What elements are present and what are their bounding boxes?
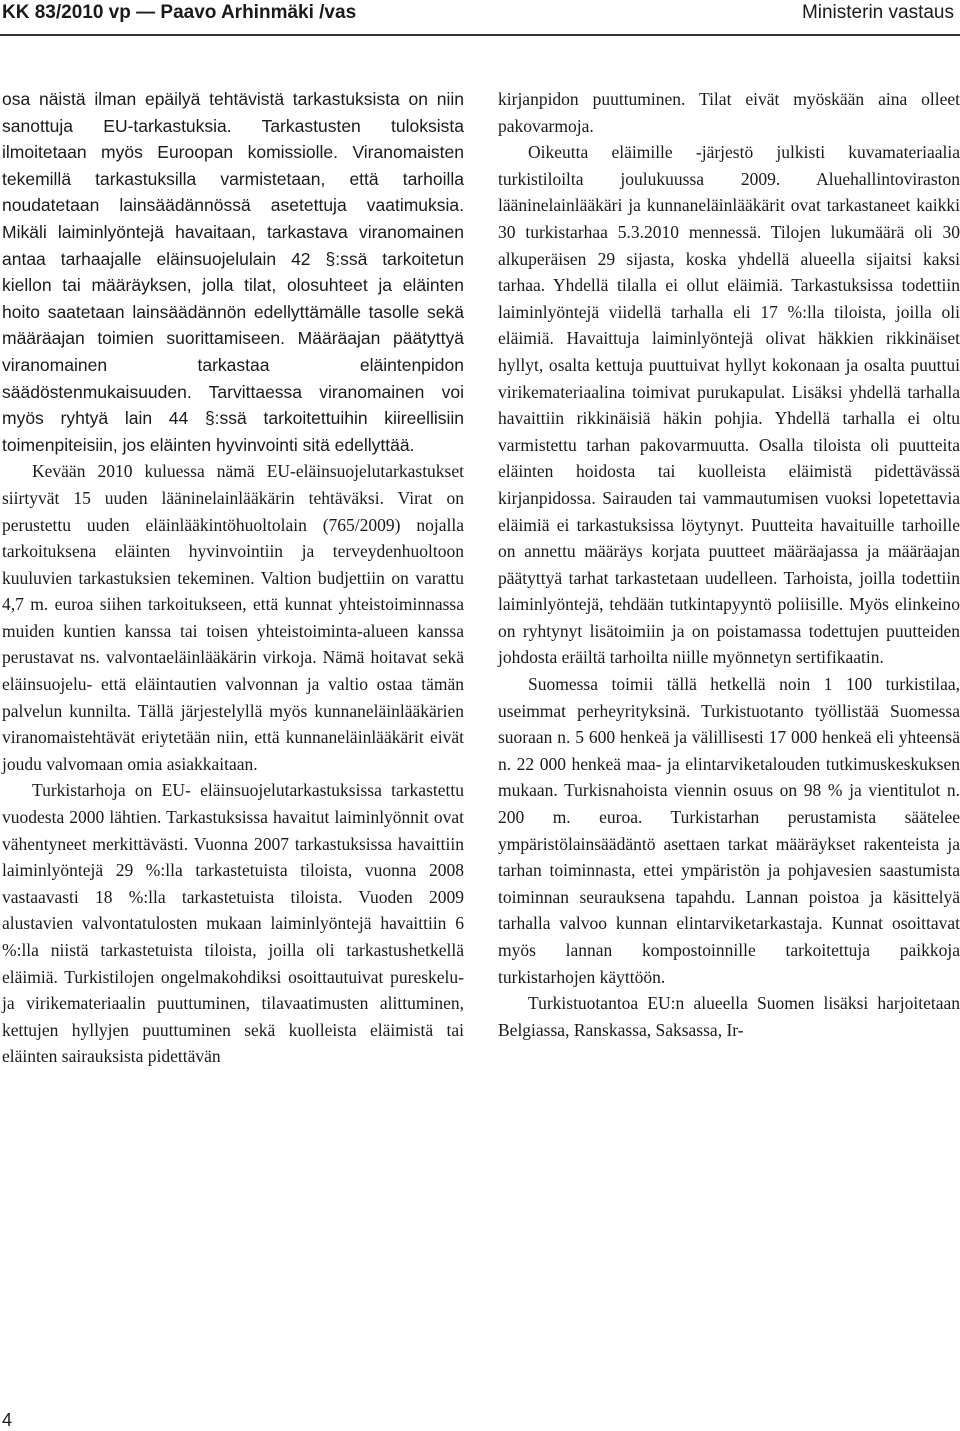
- right-paragraph-3: Suomessa toimii tällä hetkellä noin 1 100 turkistilaa, useimmat perheyrityksinä. Turkistuotanto työllistää Suomessa suoraan n. 5 600 henkeä ja välillisesti 17 000 henkeä eli yhteensä n. 22 000 henkeä maa- ja elintarviketalouden tutkimuskeskuksen mukaan. Turkisnahoista viennin osuus on 98 % ja vientitulot n. 200 m. euroa. Turkistarhan perustamista säätelee ympäristölainsäädäntö asettaen tarkat määräykset rakenteista ja tarhan toiminnasta, ettei ympäristön ja pohjavesien saastumista toiminnan seurauksena tapahdu. Lannan poistoa ja käsittelyä tarhalla valvoo kunnan elintarviketarkastaja. Kunnat osoittavat myös lannan kompostoinnille tarkoitettuja paikkoja turkistarhojen käyttöön.: [498, 674, 960, 987]
- right-paragraph-4: Turkistuotantoa EU:n alueella Suomen lisäksi harjoitetaan Belgiassa, Ranskassa, Saksassa, Ir-: [498, 993, 960, 1040]
- page-header: [0, 0, 960, 30]
- page-number: 4: [2, 1410, 13, 1430]
- right-paragraph-2: Oikeutta eläimille -järjestö julkisti kuvamateriaalia turkistiloilta joulukuussa 2009. Aluehallintoviraston lääninelainlääkäri ja kunnaneläinlääkärit ovat tarkastaneet kaikki 30 turkistarhaa 5.3.2010 mennessä. Tilojen lukumäärä oli 30 alkuperäisen 29 sijasta, koska yhdellä alueella sijaitsi kaksi tarhaa. Yhdellä tilalla ei ollut eläimiä. Tarkastuksissa todettiin laiminlyöntejä viidellä tarhalla eli 17 %:lla tiloista, joilla oli eläimiä. Havaittuja laiminlyöntejä olivat häkkien rikkinäiset hyllyt, osalta kettuja puuttuivat hyllyt kokonaan ja osalta puuttui virikemateriaalina toimivat purukapulat. Lisäksi yhdellä tarhalla havaittiin rikkinäisiä häkin pohjia. Yhdellä tarhalla ei oltu varmistettu tarhan pakovarmuutta. Osalla tiloista oli puutteita eläinten hoidosta tai kuolleista eläimistä pidettävässä kirjanpidossa. Sairauden tai vammautumisen vuoksi lopetettavia eläimiä ei tarkastuksissa löytynyt. Puutteita havaituille tarhoille on annettu määräys korjata puutteet määräajassa ja määräajan päätyttyä tarhat tarkastetaan uudelleen. Tarhoista, joilla todettiin laiminlyöntejä, tehdään tutkintapyyntö poliisille. Myös elinkeino on ryhtynyt lisätoimiin ja on poistamassa todettujen puutteiden johdosta eräiltä tarhoilta niille myönnetyn sertifikaatin.: [498, 142, 960, 668]
- right-paragraph-1: kirjanpidon puuttuminen. Tilat eivät myöskään aina olleet pakovarmoja.: [498, 89, 960, 136]
- section-title: Ministerin vastaus: [801, 2, 954, 23]
- header-rule: [0, 34, 960, 36]
- left-paragraph-2: Kevään 2010 kuluessa nämä EU-eläinsuojelutarkastukset siirtyvät 15 uuden lääninelainlääkärin tehtäväksi. Virat on perustettu uuden eläinlääkintöhuoltolain (765/2009) nojalla tarkoituksena eläinten hyvinvointiin ja terveydenhuoltoon kuuluvien tarkastuksien tekeminen. Valtion budjettiin on varattu 4,7 m. euroa siihen tarkoitukseen, että kunnat yhteistoiminnassa muiden kuntien kanssa tai toisen yhteistoiminta-alueen kanssa perustavat ns. valvontaeläinlääkärin virkoja. Nämä hoitavat sekä eläinsuojelu- että eläintautien valvonnan ja valtio ostaa tämän palvelun kunnilta. Tällä järjestelyllä myös kunnaneläinlääkärien viranomaistehtävät eriytetään niin, että kunnaneläinlääkärit eivät joudu valvomaan omia asiakkaitaan.: [2, 461, 464, 774]
- left-paragraph-1: osa näistä ilman epäilyä tehtävistä tarkastuksista on niin sanottuja EU-tarkastuksia. Tarkastusten tuloksista ilmoitetaan myös Euroopan komissiolle. Viranomaisten tekemillä tarkastuksilla varmistetaan, että tarhoilla noudatetaan lainsäädännössä asetettuja vaatimuksia. Mikäli laiminlyöntejä havaitaan, tarkastava viranomainen antaa tarhaajalle eläinsuojelulain 42 §:ssä tarkoitetun kiellon tai määräyksen, jolla tilat, olosuhteet ja eläinten hoito saatetaan lainsäädännön edellyttämälle tasolle sekä määräajan toimien suorittamiseen. Määräajan päätyttyä viranomainen tarkastaa eläintenpidon säädöstenmukaisuuden. Tarvittaessa viranomainen voi myös ryhtyä lain 44 §:ssä tarkoitettuihin kiireellisiin toimenpiteisiin, jos eläinten hyvinvointi sitä edellyttää.: [2, 89, 464, 455]
- left-column: [2, 86, 464, 1070]
- document-reference: KK 83/2010 vp — Paavo Arhinmäki /vas: [2, 2, 357, 23]
- left-paragraph-3: Turkistarhoja on EU- eläinsuojelutarkastuksissa tarkastettu vuodesta 2000 lähtien. Tarkastuksissa havaitut laiminlyönnit ovat vähentyneet merkittävästi. Vuonna 2007 tarkastuksissa havaittiin laiminlyöntejä 29 %:lla tarkastetuista tiloista, vuonna 2008 vastaavasti 18 %:lla tarkastetuista tiloista. Vuoden 2009 alustavien valvontatulosten mukaan laiminlyöntejä havaittiin 6 %:lla niistä tarkastetuista tiloista, joilla oli tarkastushetkellä eläimiä. Turkistilojen ongelmakohdiksi osoittautuivat pureskelu- ja virikemateriaalin puuttuminen, tilavaatimusten alittuminen, kettujen hyllyjen puuttuminen sekä kuolleista eläimistä tai eläinten sairauksista pidettävän: [2, 780, 464, 1067]
- right-column: [498, 86, 960, 1043]
